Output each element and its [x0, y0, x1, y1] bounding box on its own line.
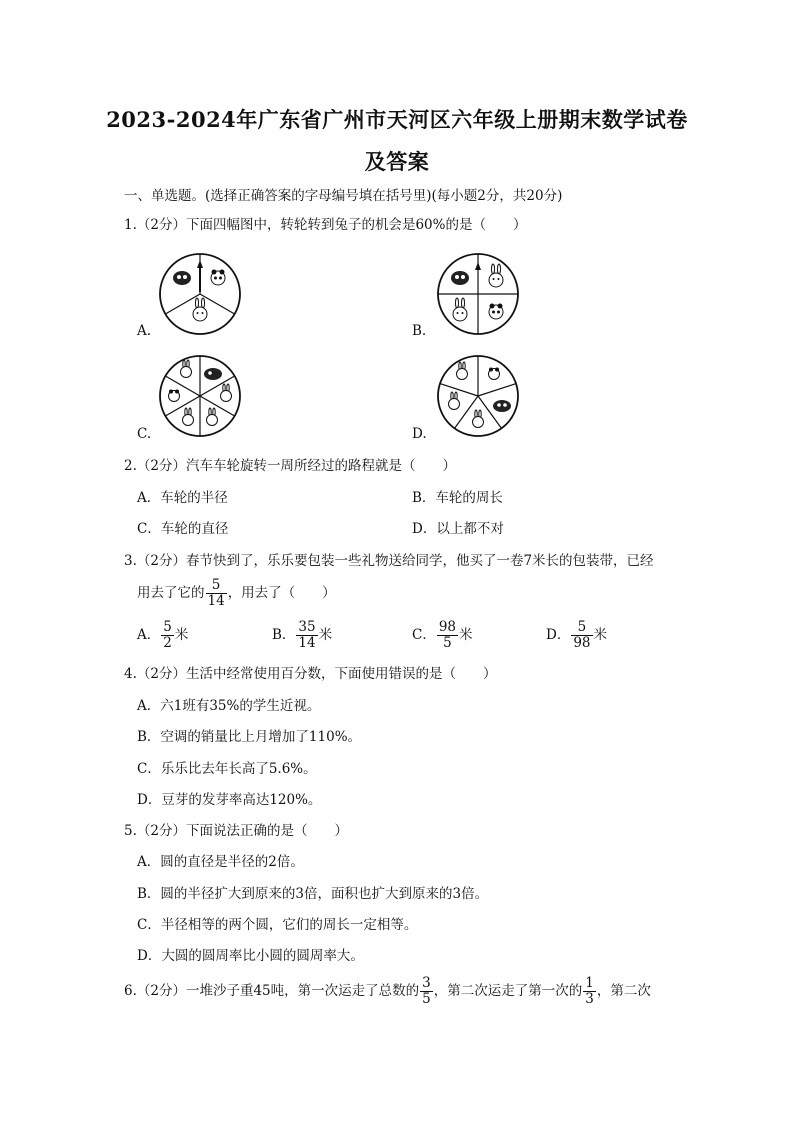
q6-fraction-2-num: 1 [585, 975, 594, 991]
page-title: 2023-2024年广东省广州市天河区六年级上册期末数学试卷 [106, 107, 688, 132]
q3-option-a-label: A． [137, 627, 161, 643]
question-5: 5.（2分）下面说法正确的是（ ） [124, 823, 348, 839]
q1-option-d-label[interactable]: D. [412, 426, 427, 442]
section-heading: 一、单选题。(选择正确答案的字母编号填在括号里)(每小题2分，共20分) [124, 188, 563, 204]
q3-option-a-unit: 米 [174, 627, 189, 643]
q5-option-a[interactable]: A．圆的直径是半径的2倍。 [137, 854, 304, 870]
q6-fraction-1-den: 5 [422, 991, 431, 1007]
q3-option-a-den: 2 [163, 635, 172, 651]
q3-option-c-label: C． [412, 627, 436, 643]
q3-option-b-unit: 米 [318, 627, 333, 643]
q3-option-d-unit: 米 [593, 627, 608, 643]
q4-option-a[interactable]: A．六1班有35%的学生近视。 [137, 698, 321, 714]
q2-option-c[interactable]: C．车轮的直径 [137, 521, 229, 537]
question-1: 1.（2分）下面四幅图中，转轮转到兔子的机会是60%的是（ ） [124, 217, 527, 233]
q3-option-a-num: 5 [163, 619, 172, 635]
q3-option-c-num: 98 [438, 619, 457, 635]
q2-option-d[interactable]: D．以上都不对 [412, 521, 504, 537]
q6-fraction-2-den: 3 [585, 991, 594, 1007]
q2-option-b[interactable]: B．车轮的周长 [412, 490, 503, 506]
spinner-d-image[interactable] [436, 354, 520, 438]
q3-option-d-den: 98 [573, 635, 591, 651]
q6-fraction-1-num: 3 [422, 975, 431, 991]
q3-option-b-den: 14 [298, 635, 316, 651]
q3-option-a-fraction [161, 620, 174, 651]
spinner-a-image[interactable] [158, 252, 242, 336]
q6-text-pre: 6.（2分）一堆沙子重45吨，第一次运走了总数的 [124, 983, 420, 999]
q3-option-b-num: 35 [298, 619, 316, 635]
q4-option-c[interactable]: C．乐乐比去年长高了5.6%。 [137, 761, 317, 777]
q4-option-d[interactable]: D．豆芽的发芽率高达120%。 [137, 792, 322, 808]
q3-fraction-num: 5 [206, 578, 227, 594]
spinner-b-image[interactable] [436, 252, 520, 336]
q3-text-pre: 用去了它的 [137, 585, 205, 601]
question-4: 4.（2分）生活中经常使用百分数，下面使用错误的是（ ） [124, 666, 497, 682]
q4-option-b[interactable]: B．空调的销量比上月增加了110%。 [137, 729, 362, 745]
q3-option-c[interactable] [412, 620, 473, 651]
q5-option-d[interactable]: D．大圆的圆周率比小圆的圆周率大。 [137, 948, 364, 964]
q3-option-c-fraction [437, 620, 458, 651]
q3-option-c-den: 5 [443, 635, 452, 651]
page-title-line2: 及答案 [364, 149, 430, 174]
q3-option-d-num: 5 [571, 620, 592, 636]
q3-option-d[interactable] [546, 620, 607, 651]
q1-option-c-label[interactable]: C. [137, 426, 152, 442]
q3-option-a[interactable] [137, 620, 188, 651]
q3-option-b-label: B． [272, 627, 296, 643]
question-6 [124, 976, 651, 1007]
q5-option-c[interactable]: C．半径相等的两个圆，它们的周长一定相等。 [137, 917, 418, 933]
q3-option-b-fraction [296, 620, 317, 651]
q2-option-a[interactable]: A．车轮的半径 [137, 490, 228, 506]
q6-text-mid: ，第二次运走了第一次的 [433, 983, 583, 999]
q3-option-c-unit: 米 [459, 627, 473, 643]
q3-fraction [206, 578, 227, 609]
q1-option-b-label[interactable]: B. [412, 323, 427, 339]
q6-fraction-2 [583, 976, 596, 1007]
spinner-c-image[interactable] [158, 354, 242, 438]
q3-option-b[interactable] [272, 620, 332, 651]
q5-option-b[interactable]: B．圆的半径扩大到原来的3倍，面积也扩大到原来的3倍。 [137, 886, 489, 902]
q1-option-a-label[interactable]: A. [137, 323, 152, 339]
question-2: 2.（2分）汽车车轮旋转一周所经过的路程就是（ ） [124, 458, 456, 474]
q3-fraction-den: 14 [207, 593, 225, 609]
q3-option-d-label: D． [546, 627, 571, 643]
question-3-continued [137, 578, 336, 609]
q6-fraction-1 [420, 976, 433, 1007]
question-3: 3.（2分）春节快到了，乐乐要包装一些礼物送给同学，他买了一卷7米长的包装带，已经 [124, 553, 654, 569]
q3-option-d-fraction [571, 620, 592, 651]
q6-text-post: ，第二次 [596, 983, 651, 999]
q3-text-post: ，用去了（ ） [227, 585, 336, 601]
